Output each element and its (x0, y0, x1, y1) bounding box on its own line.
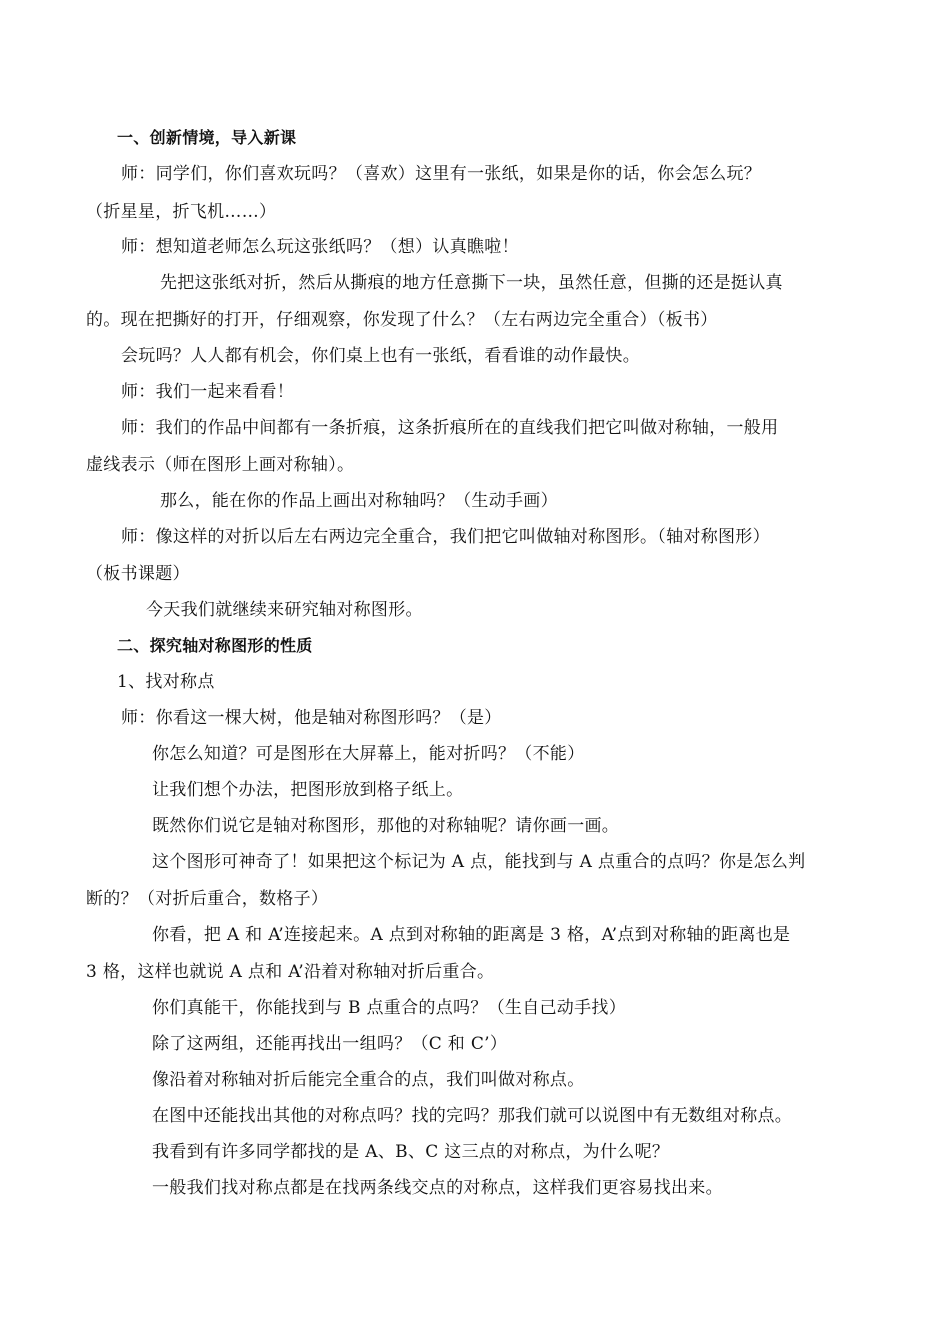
paragraph-line: 今天我们就继续来研究轴对称图形。 (146, 600, 423, 620)
paragraph-line: 既然你们说它是轴对称图形，那他的对称轴呢？请你画一画。 (152, 816, 620, 836)
paragraph-line: 像沿着对称轴对折后能完全重合的点，我们叫做对称点。 (152, 1070, 585, 1090)
paragraph-line: 在图中还能找出其他的对称点吗？找的完吗？那我们就可以说图中有无数组对称点。 (152, 1106, 793, 1126)
paragraph-line: 一般我们找对称点都是在找两条线交点的对称点，这样我们更容易找出来。 (152, 1178, 723, 1198)
section-heading-2: 二、探究轴对称图形的性质 (117, 636, 313, 655)
paragraph-line: 断的？（对折后重合，数格子） (86, 889, 329, 909)
paragraph-line: 虚线表示（师在图形上画对称轴）。 (86, 455, 355, 475)
paragraph-line: 的。现在把撕好的打开，仔细观察，你发现了什么？（左右两边完全重合）（板书） (86, 310, 718, 330)
paragraph-line: 会玩吗？人人都有机会，你们桌上也有一张纸，看看谁的动作最快。 (121, 346, 640, 366)
paragraph-line: 师：想知道老师怎么玩这张纸吗？（想）认真瞧啦！ (121, 237, 519, 257)
paragraph-line: 先把这张纸对折，然后从撕痕的地方任意撕下一块，虽然任意，但撕的还是挺认真 (160, 273, 783, 293)
paragraph-line: 3 格，这样也就说 A 点和 A’沿着对称轴对折后重合。 (86, 962, 495, 982)
paragraph-line: 师：像这样的对折以后左右两边完全重合，我们把它叫做轴对称图形。（轴对称图形） (121, 527, 770, 547)
paragraph-line: 你们真能干，你能找到与 B 点重合的点吗？（生自己动手找） (152, 998, 626, 1018)
subsection-heading: 1、找对称点 (117, 672, 215, 692)
paragraph-line: （板书课题） (86, 564, 190, 584)
paragraph-line: 师：我们一起来看看！ (121, 382, 294, 402)
paragraph-line: 师：我们的作品中间都有一条折痕，这条折痕所在的直线我们把它叫做对称轴，一般用 (121, 418, 779, 438)
paragraph-line: 让我们想个办法，把图形放到格子纸上。 (152, 780, 464, 800)
paragraph-line: 那么，能在你的作品上画出对称轴吗？（生动手画） (160, 491, 558, 511)
paragraph-line: 除了这两组，还能再找出一组吗？（C 和 C’） (152, 1034, 508, 1054)
paragraph-line: 师：同学们，你们喜欢玩吗？（喜欢）这里有一张纸，如果是你的话，你会怎么玩？ (121, 164, 762, 184)
paragraph-line: 你怎么知道？可是图形在大屏幕上，能对折吗？（不能） (152, 744, 585, 764)
paragraph-line: 师：你看这一棵大树，他是轴对称图形吗？（是） (121, 708, 502, 728)
paragraph-line: 你看，把 A 和 A’连接起来。A 点到对称轴的距离是 3 格，A’点到对称轴的距离也是 (152, 925, 791, 945)
paragraph-line: （折星星，折飞机……） (86, 202, 277, 222)
paragraph-line: 这个图形可神奇了！如果把这个标记为 A 点，能找到与 A 点重合的点吗？你是怎么判 (152, 852, 806, 872)
paragraph-line: 我看到有许多同学都找的是 A、B、C 这三点的对称点，为什么呢？ (152, 1142, 670, 1162)
section-heading-1: 一、创新情境，导入新课 (117, 128, 297, 147)
